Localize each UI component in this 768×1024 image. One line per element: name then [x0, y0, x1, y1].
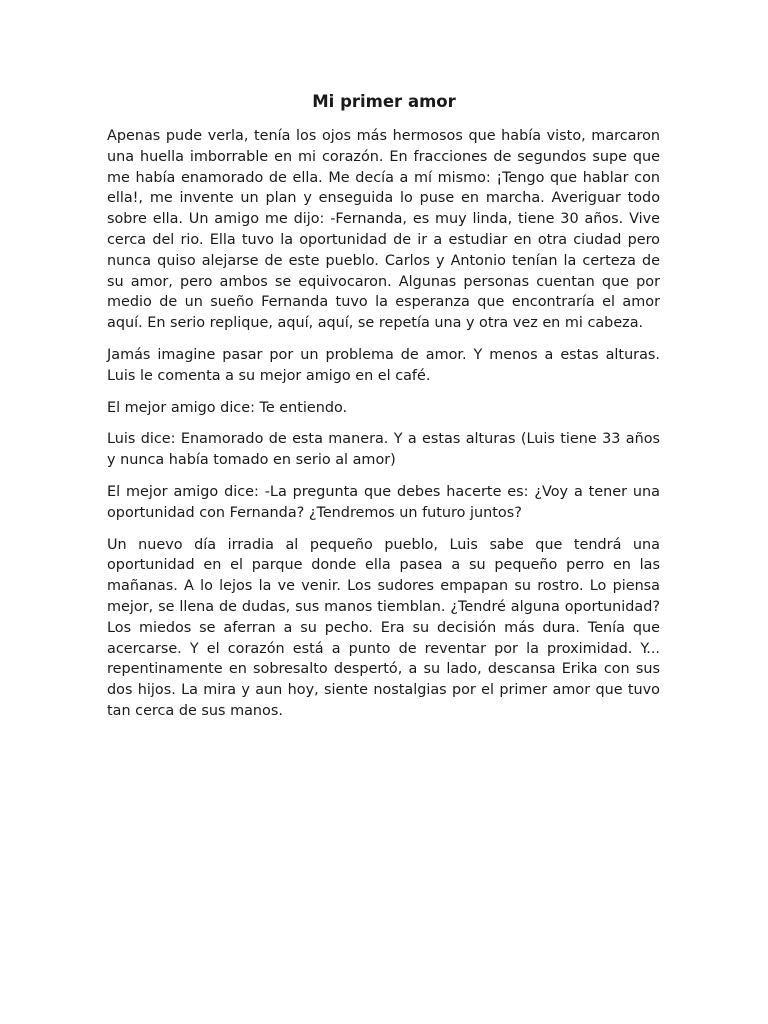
paragraph: Un nuevo día irradia al pequeño pueblo, Luis sabe que tendrá una oportunidad en el parque donde ella pasea a su pequeño perro en las mañanas. A lo lejos la ve venir. Los sudores empapan su rostro. Lo piensa mejor, se llena de dudas, sus manos tiemblan. ¿Tendré alguna oportunidad? Los miedos se aferran a su pecho. Era su decisión más dura. Tenía que acercarse. Y el corazón está a punto de reventar por la proximidad. Y... repentinamente en sobresalto despertó, a su lado, descansa Erika con sus dos hijos. La mira y aun hoy, siente nostalgias por el primer amor que tuvo tan cerca de sus manos.	[107, 536, 660, 719]
document-body	[107, 126, 660, 733]
document-title: Mi primer amor	[312, 92, 456, 111]
paragraph: El mejor amigo dice: -La pregunta que debes hacerte es: ¿Voy a tener una oportunidad con Fernanda? ¿Tendremos un futuro juntos?	[107, 483, 660, 521]
paragraph: Luis dice: Enamorado de esta manera. Y a estas alturas (Luis tiene 33 años y nunca había tomado en serio al amor)	[107, 431, 660, 469]
paragraph: Apenas pude verla, tenía los ojos más hermosos que había visto, marcaron una huella imborrable en mi corazón. En fracciones de segundos supe que me había enamorado de ella. Me decía a mí mismo: ¡Tengo que hablar con ella!, me invente un plan y enseguida lo puse en marcha. Averiguar todo sobre ella. Un amigo me dijo: -Fernanda, es muy linda, tiene 30 años. Vive cerca del rio. Ella tuvo la oportunidad de ir a estudiar en otra ciudad pero nunca quiso alejarse de este pueblo. Carlos y Antonio tenían la certeza de su amor, pero ambos se equivocaron. Algunas personas cuentan que por medio de un sueño Fernanda tuvo la esperanza que encontraría el amor aquí. En serio replique, aquí, aquí, se repetía una y otra vez en mi cabeza.	[107, 128, 660, 332]
paragraph: Jamás imagine pasar por un problema de amor. Y menos a estas alturas. Luis le comenta a su mejor amigo en el café.	[107, 346, 660, 384]
paragraph: El mejor amigo dice: Te entiendo.	[107, 399, 348, 416]
